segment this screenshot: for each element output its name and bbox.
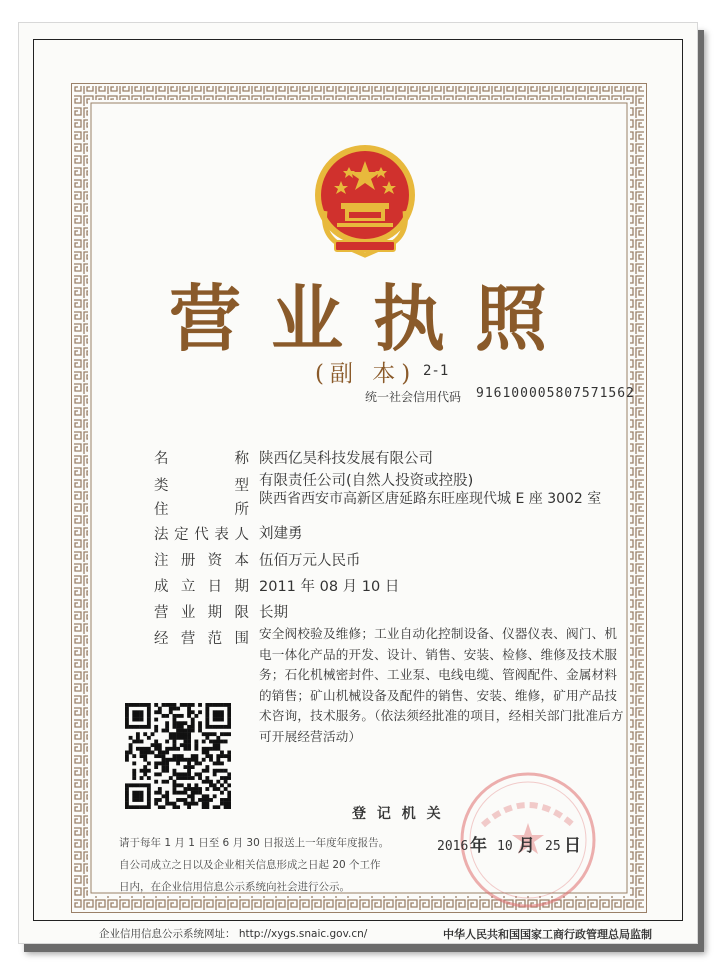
address-value: 陕西省西安市高新区唐延路东旺座现代城 E 座 3002 室 xyxy=(259,491,602,507)
type-label: 类 型 xyxy=(154,478,249,494)
capital-label: 注 册 资 本 xyxy=(154,553,249,569)
license-sheet xyxy=(18,22,698,944)
type-value: 有限责任公司(自然人投资或控股) xyxy=(259,473,474,489)
address-label: 住 所 xyxy=(154,502,249,518)
date-month: 10 xyxy=(497,839,513,854)
qr-code-icon xyxy=(125,703,231,809)
scope-label: 经 营 范 围 xyxy=(154,631,249,647)
notice-line-2: 自公司成立之日以及企业相关信息形成之日起 20 个工作 xyxy=(119,859,381,871)
license-title: 营业执照 xyxy=(168,277,577,361)
established-label: 成 立 日 期 xyxy=(154,579,249,595)
scope-value: 安全阀校验及维修；工业自动化控制设备、仪器仪表、阀门、机电一体化产品的开发、设计、销售、安装、检修、维修及技术服务；石化机械密封件、工业泵、电线电缆、管阀配件、金属材料的销售；矿山机械设备及配件的销售、安装、维修，矿用产品技术咨询，技术服务。（依法须经批准的项目，经相关部门批准后方可开展经营活动） xyxy=(259,626,624,744)
legal-rep-value: 刘建勇 xyxy=(259,526,303,542)
notice-line-1: 请于每年 1 月 1 日至 6 月 30 日报送上一年度年度报告。 xyxy=(119,837,390,849)
established-value: 2011 年 08 月 10 日 xyxy=(259,579,400,595)
date-year: 2016 xyxy=(437,839,469,854)
notice-line-3: 日内，在企业信用信息公示系统向社会进行公示。 xyxy=(119,881,350,893)
credit-code-value: 916100005807571562 xyxy=(476,386,635,401)
national-emblem-icon xyxy=(311,141,419,259)
capital-value: 伍佰万元人民币 xyxy=(259,553,361,569)
date-month-char: 月 xyxy=(518,836,535,856)
date-day-char: 日 xyxy=(564,836,581,856)
copy-number: 2-1 xyxy=(423,363,449,379)
date-year-char: 年 xyxy=(470,836,487,856)
footer-website: 企业信用信息公示系统网址： http://xygs.snaic.gov.cn/ xyxy=(99,928,368,940)
copy-label: (副 本) xyxy=(315,361,417,387)
date-day: 25 xyxy=(545,839,561,854)
name-label: 名 称 xyxy=(154,451,249,467)
name-value: 陕西亿昊科技发展有限公司 xyxy=(259,451,433,467)
term-value: 长期 xyxy=(259,605,288,621)
legal-rep-label: 法 定 代 表 人 xyxy=(154,527,249,543)
credit-code-label: 统一社会信用代码 xyxy=(365,390,462,404)
term-label: 营 业 期 限 xyxy=(154,605,249,621)
registration-authority-label: 登 记 机 关 xyxy=(352,806,444,822)
footer-supervisor: 中华人民共和国国家工商行政管理总局监制 xyxy=(443,928,652,941)
